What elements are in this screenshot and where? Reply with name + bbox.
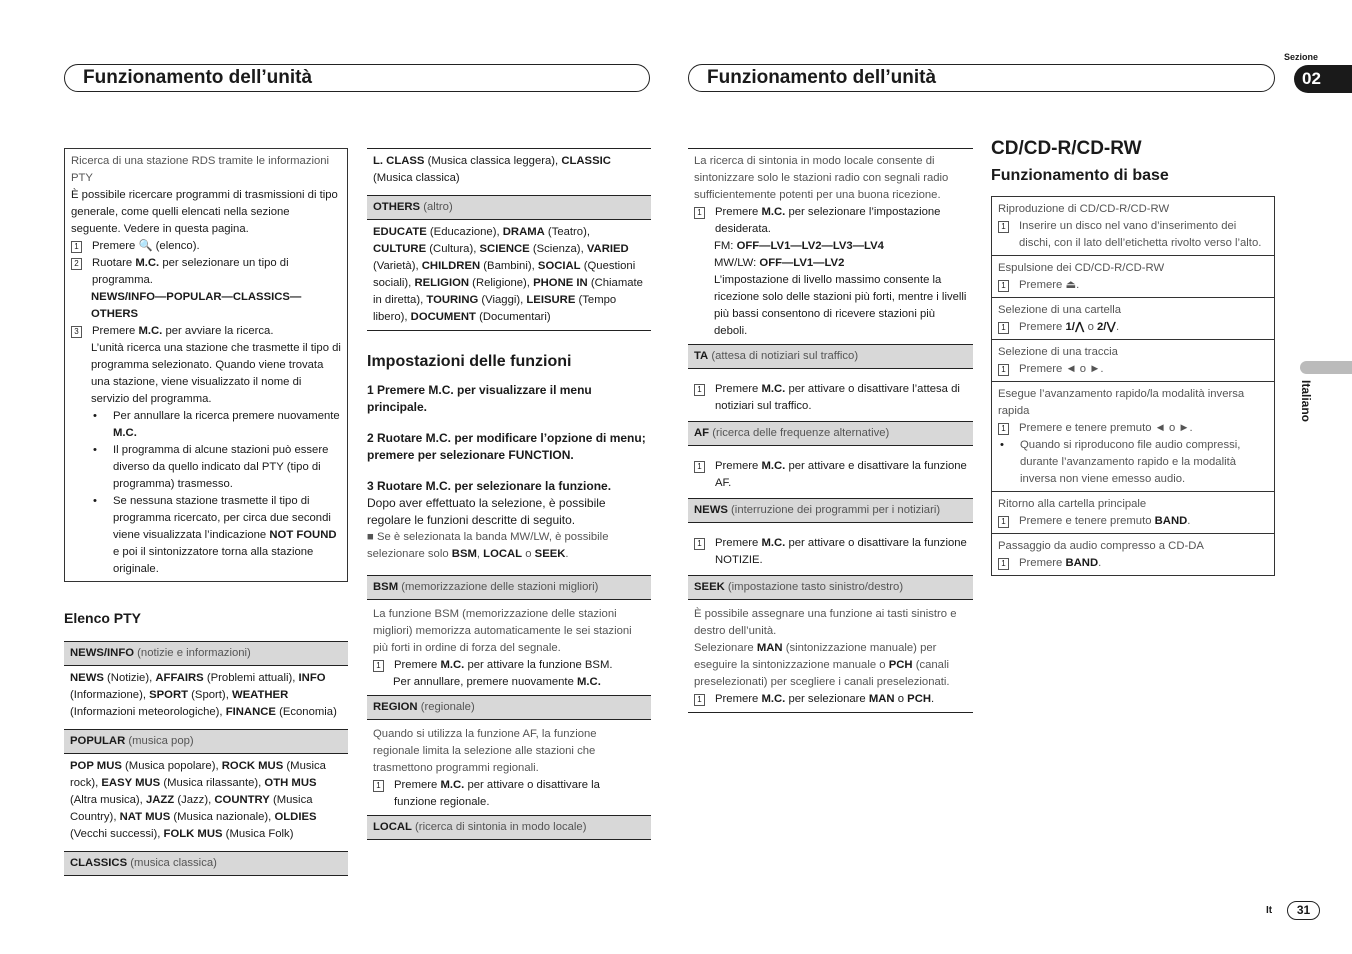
region-section: Quando si utilizza la funzione AF, la funzione regionale limita la selezione alle stazioni che trasmettono programmi regionali. 1 Premere M.C. per attivare o disattivare la funzione regionale.: [373, 728, 600, 808]
news-info-list: NEWS (Notizie), AFFAIRS (Problemi attuali), INFO (Informazione), SPORT (Sport), WEATHER (Informazioni meteorologiche), FINANCE (Economia): [70, 672, 337, 718]
step-3: [71, 323, 341, 340]
function-step-3-desc: Dopo aver effettuato la selezione, è possibile regolare le funzioni descritte di seguito.: [367, 496, 606, 527]
section-label: Sezione: [1284, 52, 1319, 62]
band-af: AF (ricerca delle frequenze alternative): [688, 421, 973, 446]
step-text: Premere 🔍 (elenco).: [92, 240, 200, 252]
pty-options: NEWS/INFO—POPULAR—CLASSICS—OTHERS: [91, 291, 302, 320]
others-list: EDUCATE (Educazione), DRAMA (Teatro), CULTURE (Cultura), SCIENCE (Scienza), VARIED (Varietà), CHILDREN (Bambini), SOCIAL (Questioni sociali), RELIGION (Religione), PHONE IN (Chiamate in diretta), TOURING (Viaggi), LEISURE (Tempo libero), DOCUMENT (Documentari): [367, 220, 651, 331]
cd-title: CD/CD-R/CD-RW: [991, 138, 1142, 159]
mw-lw-note: ■ Se è selezionata la banda MW/LW, è possibile selezionare solo BSM, LOCAL o SEEK.: [367, 531, 609, 560]
step-text: Premere M.C. per avviare la ricerca.: [92, 325, 274, 337]
step-number: 2: [71, 258, 82, 270]
news-section: 1 Premere M.C. per attivare o disattivare la funzione NOTIZIE.: [688, 523, 973, 573]
function-step-2: 2 Ruotare M.C. per modificare l’opzione di menu; premere per selezionare FUNCTION.: [367, 431, 646, 462]
cd-operations-table: [991, 196, 1275, 576]
bullet-2: • Il programma di alcune stazioni può essere diverso da quello indicato dal PTY (tipo di programma) trasmesso.: [93, 444, 329, 490]
row-fast-forward: Esegue l’avanzamento rapido/la modalità inversa rapida 1 Premere e tenere premuto ◄ o ►. • Quando si riproducono file audio compressi, durante l’avanzamento rapido e la modalità inversa non viene emesso audio.: [992, 382, 1274, 492]
pty-list-heading: Elenco PTY: [64, 610, 142, 626]
function-step-3: 3 Ruotare M.C. per selezionare la funzione.: [367, 479, 612, 493]
page-header-right: Funzionamento dell’unità: [688, 64, 1275, 92]
band-news: NEWS (interruzione dei programmi per i notiziari): [688, 498, 973, 523]
row-track: Selezione di una traccia 1 Premere ◄ o ►.: [992, 340, 1274, 382]
band-others: OTHERS (altro): [367, 195, 651, 220]
popular-list: POP MUS (Musica popolare), ROCK MUS (Musica rock), EASY MUS (Musica rilassante), OTH MUS (Altra musica), JAZZ (Jazz), COUNTRY (Musica Country), NAT MUS (Musica nazionale), OLDIES (Vecchi successi), FOLK MUS (Musica Folk): [70, 760, 326, 840]
functions-heading: Impostazioni delle funzioni: [367, 353, 572, 370]
step-1: [71, 238, 341, 255]
row-cd-da: Passaggio da audio compresso a CD-DA 1 Premere BAND.: [998, 540, 1204, 569]
step-2: [71, 255, 341, 289]
pty-search-intro: È possibile ricercare programmi di trasmissioni di tipo generale, come quelli elencati nella sezione seguente. Vedere in questa pagina.: [71, 189, 338, 235]
section-number-badge: 02: [1294, 65, 1352, 93]
column-1: [64, 148, 348, 876]
language-tab-marker: [1300, 361, 1352, 374]
pty-search-box: [64, 148, 348, 582]
page-number: 31: [1287, 901, 1320, 920]
language-tab-label: Italiano: [1299, 380, 1313, 423]
column-3: [688, 148, 973, 713]
af-section: 1 Premere M.C. per attivare e disattivare la funzione AF.: [688, 446, 973, 496]
basic-operation-heading: Funzionamento di base: [991, 167, 1169, 184]
band-local: LOCAL (ricerca di sintonia in modo locale): [367, 815, 651, 840]
band-classics: CLASSICS (musica classica): [64, 851, 348, 876]
bullet-3: • Se nessuna stazione trasmette il tipo di programma ricercato, per circa due secondi viene visualizzata l’indicazione NOT FOUND e poi il sintonizzatore torna alla stazione originale.: [93, 495, 337, 575]
band-news-info: NEWS/INFO (notizie e informazioni): [64, 641, 348, 666]
row-playback: Riproduzione di CD/CD-R/CD-RW 1 Inserire un disco nel vano d’inserimento dei dischi, con il lato dell’etichetta rivolto verso l’alto.: [992, 197, 1274, 256]
step-number: 3: [71, 326, 82, 338]
band-seek: SEEK (impostazione tasto sinistro/destro): [688, 575, 973, 600]
band-bsm: BSM (memorizzazione delle stazioni migliori): [367, 575, 651, 600]
bsm-section: La funzione BSM (memorizzazione delle stazioni migliori) memorizza automaticamente le sei stazioni più forti in ordine di forza del segnale. 1 Premere M.C. per attivare la funzione BSM. Per annullare, premere nuovamente M.C.: [373, 608, 632, 688]
row-eject: Espulsione dei CD/CD-R/CD-RW 1 Premere ⏏.: [992, 256, 1274, 298]
row-folder: Selezione di una cartella 1 Premere 1/⋀ o 2/⋁.: [992, 298, 1274, 340]
ta-section: 1 Premere M.C. per attivare o disattivare l’attesa di notiziari sul traffico.: [688, 369, 973, 419]
row-root-folder: Ritorno alla cartella principale 1 Premere e tenere premuto BAND.: [992, 492, 1274, 534]
step-3-desc: L’unità ricerca una stazione che trasmette il tipo di programma selezionato. Quando viene trovata una stazione, viene visualizzato il nome di servizio del programma.: [91, 342, 341, 405]
band-region: REGION (regionale): [367, 695, 651, 720]
classics-list: L. CLASS (Musica classica leggera), CLASSIC (Musica classica): [367, 148, 651, 191]
seek-section: È possibile assegnare una funzione ai tasti sinistro e destro dell’unità. Selezionare MAN (sintonizzazione manuale) per eseguire la sintonizzazione manuale o PCH (canali preselezionati) per scegliere i canali preselezionati. 1 Premere M.C. per selezionare MAN o PCH.: [688, 600, 973, 713]
column-2: [367, 148, 651, 840]
column-4: [991, 140, 1275, 576]
step-number: 1: [71, 241, 82, 253]
band-ta: TA (attesa di notiziari sul traffico): [688, 344, 973, 369]
pty-search-title: Ricerca di una stazione RDS tramite le informazioni PTY: [71, 155, 330, 184]
function-step-1: 1 Premere M.C. per visualizzare il menu principale.: [367, 383, 592, 414]
footer-language: It: [1266, 905, 1273, 916]
local-section: La ricerca di sintonia in modo locale consente di sintonizzare solo le stazioni radio con segnali radio sufficientemente potenti per una buona ricezione. 1 Premere M.C. per selezionare l’impostazione desiderata. FM: OFF—LV1—LV2—LV3—LV4 MW/LW: OFF—LV1—LV2 L’impostazione di livello massimo consente la ricezione solo delle stazioni più forti, mentre i livelli più bassi consentono di ricevere stazioni più deboli.: [688, 148, 973, 344]
step-text: Ruotare M.C. per selezionare un tipo di programma.: [92, 257, 289, 286]
bullet-1: • Per annullare la ricerca premere nuovamente M.C.: [93, 410, 340, 439]
page-header-left: Funzionamento dell’unità: [64, 64, 650, 92]
band-popular: POPULAR (musica pop): [64, 729, 348, 754]
